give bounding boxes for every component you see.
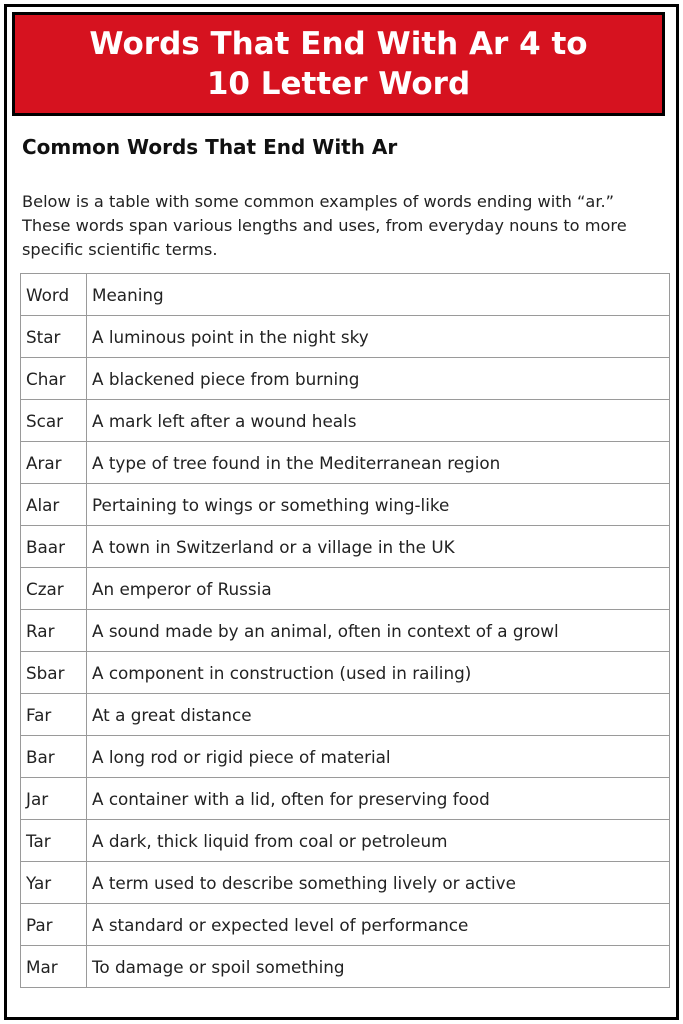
table-row xyxy=(21,862,670,904)
meaning-cell: A sound made by an animal, often in context of a growl xyxy=(87,610,670,652)
meaning-cell: A long rod or rigid piece of material xyxy=(87,736,670,778)
meaning-cell: A blackened piece from burning xyxy=(87,358,670,400)
meaning-cell: A standard or expected level of performance xyxy=(87,904,670,946)
table-row xyxy=(21,904,670,946)
meaning-cell: A container with a lid, often for preserving food xyxy=(87,778,670,820)
word-cell: Yar xyxy=(21,862,87,904)
header-meaning: Meaning xyxy=(87,274,670,316)
table-row xyxy=(21,484,670,526)
word-cell: Far xyxy=(21,694,87,736)
table-row xyxy=(21,400,670,442)
banner-title xyxy=(79,24,597,104)
word-cell: Star xyxy=(21,316,87,358)
meaning-cell: A town in Switzerland or a village in the UK xyxy=(87,526,670,568)
banner-title-line-2: 10 Letter Word xyxy=(206,66,471,102)
table-row xyxy=(21,358,670,400)
word-cell: Rar xyxy=(21,610,87,652)
word-cell: Baar xyxy=(21,526,87,568)
word-cell: Jar xyxy=(21,778,87,820)
banner-title-line-1: Words That End With Ar 4 to xyxy=(89,26,588,62)
word-cell: Tar xyxy=(21,820,87,862)
table-row xyxy=(21,442,670,484)
word-cell: Arar xyxy=(21,442,87,484)
page-frame xyxy=(4,4,679,1020)
words-table xyxy=(20,273,670,988)
table-row xyxy=(21,652,670,694)
section-title: Common Words That End With Ar xyxy=(22,135,398,159)
meaning-cell: A type of tree found in the Mediterranean region xyxy=(87,442,670,484)
intro-paragraph: Below is a table with some common examples of words ending with “ar.” These words span various lengths and uses, from everyday nouns to more specific scientific terms. xyxy=(22,192,627,259)
word-cell: Sbar xyxy=(21,652,87,694)
word-cell: Par xyxy=(21,904,87,946)
meaning-cell: A luminous point in the night sky xyxy=(87,316,670,358)
table-row xyxy=(21,568,670,610)
table-row xyxy=(21,736,670,778)
meaning-cell: A mark left after a wound heals xyxy=(87,400,670,442)
meaning-cell: At a great distance xyxy=(87,694,670,736)
table-row xyxy=(21,820,670,862)
meaning-cell: A dark, thick liquid from coal or petroleum xyxy=(87,820,670,862)
meaning-cell: An emperor of Russia xyxy=(87,568,670,610)
table-row xyxy=(21,526,670,568)
meaning-cell: Pertaining to wings or something wing-like xyxy=(87,484,670,526)
table-row xyxy=(21,778,670,820)
meaning-cell: A component in construction (used in railing) xyxy=(87,652,670,694)
word-cell: Bar xyxy=(21,736,87,778)
word-cell: Char xyxy=(21,358,87,400)
table-row xyxy=(21,946,670,988)
meaning-cell: A term used to describe something lively or active xyxy=(87,862,670,904)
header-word: Word xyxy=(21,274,87,316)
table-row xyxy=(21,610,670,652)
title-banner xyxy=(12,12,665,116)
table-row xyxy=(21,694,670,736)
table-header-row xyxy=(21,274,670,316)
table-row xyxy=(21,316,670,358)
word-cell: Mar xyxy=(21,946,87,988)
word-cell: Alar xyxy=(21,484,87,526)
word-cell: Czar xyxy=(21,568,87,610)
meaning-cell: To damage or spoil something xyxy=(87,946,670,988)
word-cell: Scar xyxy=(21,400,87,442)
